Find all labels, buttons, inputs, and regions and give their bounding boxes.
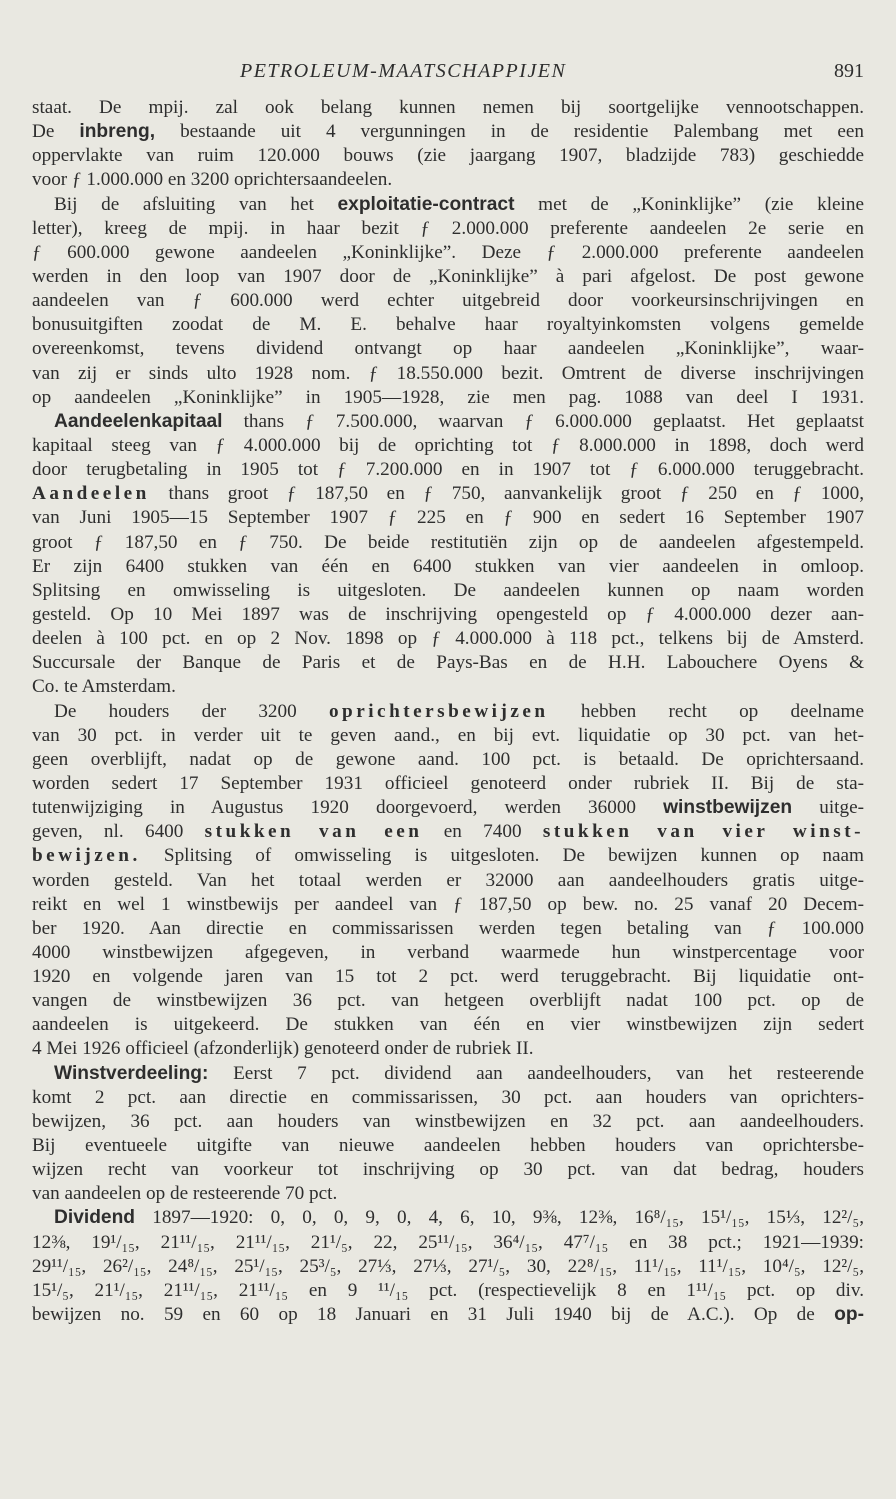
text-line (32, 724, 864, 748)
text-run: gesteld. Op 10 Mei 1897 was de inschrijving opengesteld op ƒ 4.000.000 dezer aan- (32, 603, 864, 625)
text-run: 29¹¹/₁₅, 26²/₁₅, 24⁸/₁₅, 25¹/₁₅, 25³/₅, 27⅓, 27⅓, 27¹/₅, 30, 22⁸/₁₅, 11¹/₁₅, 11¹/₁₅, 10⁴/₅, 12²/₅, (32, 1255, 864, 1277)
text-line (32, 555, 864, 579)
text-line (32, 1086, 864, 1110)
text-line (32, 651, 864, 675)
bold-term: winstbewijzen (663, 797, 793, 819)
text-run: 15¹/₅, 21¹/₁₅, 21¹¹/₁₅, 21¹¹/₁₅ en 9 ¹¹/₁₅ pct. (respectievelijk 8 en 1¹¹/₁₅ pct. op div. (32, 1279, 864, 1301)
text-run: Er zijn 6400 stukken van één en 6400 stukken van vier aandeelen in omloop. (32, 555, 864, 577)
body-text (32, 96, 864, 1327)
text-run: voor ƒ 1.000.000 en 3200 oprichtersaandeelen. (32, 169, 393, 191)
text-run: met de „Koninklijke” (zie kleine (514, 193, 864, 215)
text-run: door terugbetaling in 1905 tot ƒ 7.200.000 en in 1907 tot ƒ 6.000.000 teruggebracht. (32, 459, 864, 481)
text-run: Eerst 7 pct. dividend aan aandeelhouders, van het resteerende (208, 1062, 864, 1084)
text-line (32, 241, 864, 265)
running-title: PETROLEUM-MAATSCHAPPIJEN (240, 60, 567, 82)
text-run: ƒ 600.000 gewone aandeelen „Koninklijke”. Deze ƒ 2.000.000 preferente aandeelen (32, 241, 864, 263)
text-run: werden in den loop van 1907 door de „Koninklijke” à pari afgelost. De post gewone (32, 265, 864, 287)
text-line (32, 1062, 864, 1086)
text-run: 4 Mei 1926 officieel (afzonderlijk) genoteerd onder de rubriek II. (32, 1038, 534, 1060)
text-run: worden gesteld. Van het totaal werden er 32000 aan aandeelhouders gratis uitge- (32, 869, 864, 891)
text-line (32, 1182, 864, 1206)
text-line (32, 579, 864, 603)
text-line (32, 893, 864, 917)
text-run: 12⅜, 19¹/₁₅, 21¹¹/₁₅, 21¹¹/₁₅, 21¹/₅, 22, 25¹¹/₁₅, 36⁴/₁₅, 47⁷/₁₅ en 38 pct.; 1921—1939: (32, 1231, 864, 1253)
text-run: 4000 winstbewijzen afgegeven, in verband waarmede hun winstpercentage voor (32, 941, 864, 963)
text-run: Co. te Amsterdam. (32, 676, 176, 698)
bold-term: op- (834, 1304, 864, 1326)
text-line (32, 265, 864, 289)
text-line (32, 386, 864, 410)
text-line (32, 748, 864, 772)
text-run: oppervlakte van ruim 120.000 bouws (zie jaargang 1907, bladzijde 783) geschiedde (32, 145, 864, 167)
text-run: kapitaal steeg van ƒ 4.000.000 bij de oprichting tot ƒ 8.000.000 in 1898, doch werd (32, 434, 864, 456)
text-line (32, 362, 864, 386)
page-header (0, 60, 896, 90)
text-run: en 7400 (422, 821, 543, 843)
text-line (32, 965, 864, 989)
text-run: De (32, 121, 80, 143)
text-run: Bij de afsluiting van het (54, 193, 338, 215)
text-line (32, 1037, 864, 1061)
text-line (32, 1303, 864, 1327)
text-run: Succursale der Banque de Paris et de Pays-Bas en de H.H. Labouchere Oyens & (32, 652, 864, 674)
text-line (32, 1134, 864, 1158)
text-line (32, 1279, 864, 1303)
spaced-term: stukken van vier winst- (542, 821, 864, 843)
text-run: aandeelen is uitgekeerd. De stukken van één en vier winstbewijzen zijn sedert (32, 1014, 864, 1036)
text-line (32, 820, 864, 844)
text-line (32, 313, 864, 337)
text-run: bewijzen, 36 pct. aan houders van winstbewijzen en 32 pct. aan aandeelhouders. (32, 1110, 864, 1132)
text-line (32, 989, 864, 1013)
text-line (32, 410, 864, 434)
text-run: hebben recht op deelname (548, 700, 864, 722)
text-line (32, 869, 864, 893)
bold-term: Aandeelenkapitaal (54, 410, 223, 432)
text-run: bonusuitgiften zoodat de M. E. behalve haar royaltyinkomsten volgens gemelde (32, 314, 864, 336)
text-run: van aandeelen op de resteerende 70 pct. (32, 1183, 338, 1205)
bold-term: Winstverdeeling: (54, 1062, 209, 1084)
spaced-term: oprichtersbewijzen (328, 700, 549, 722)
text-line (32, 772, 864, 796)
text-line (32, 796, 864, 820)
text-run: reikt en wel 1 winstbewijs per aandeel van ƒ 187,50 op bew. no. 25 vanaf 20 Decem- (32, 893, 864, 915)
text-run: overeenkomst, tevens dividend ontvangt op haar aandeelen „Koninklijke”, waar- (32, 338, 864, 360)
text-run: bestaande uit 4 vergunningen in de residentie Palembang met een (155, 121, 864, 143)
text-run: thans groot ƒ 187,50 en ƒ 750, aanvankelijk groot ƒ 250 en ƒ 1000, (149, 483, 864, 505)
text-run: vangen de winstbewijzen 36 pct. van hetgeen overblijft nadat 100 pct. op de (32, 990, 864, 1012)
text-run: op aandeelen „Koninklijke” in 1905—1928, zie men pag. 1088 van deel I 1931. (32, 386, 864, 408)
text-line (32, 168, 864, 192)
text-line (32, 120, 864, 144)
text-run: thans ƒ 7.500.000, waarvan ƒ 6.000.000 geplaatst. Het geplaatst (222, 410, 864, 432)
text-run: aandeelen van ƒ 600.000 werd echter uitgebreid door voorkeursinschrijvingen en (32, 290, 864, 312)
text-line (32, 627, 864, 651)
text-line (32, 917, 864, 941)
text-line (32, 96, 864, 120)
text-run: worden sedert 17 September 1931 officieel genoteerd onder rubriek II. Bij de sta- (32, 772, 864, 794)
text-run: tutenwijziging in Augustus 1920 doorgevoerd, werden 36000 (32, 797, 664, 819)
text-line (32, 1110, 864, 1134)
text-run: van 30 pct. in verder uit te geven aand., en bij evt. liquidatie op 30 pct. van het- (32, 724, 864, 746)
text-run: groot ƒ 187,50 en ƒ 750. De beide restitutiën zijn op de aandeelen afgestempeld. (32, 531, 864, 553)
text-run: komt 2 pct. aan directie en commissarissen, 30 pct. aan houders van oprichters- (32, 1086, 864, 1108)
bold-term: exploitatie-contract (337, 193, 515, 215)
text-line (32, 844, 864, 868)
text-run: bewijzen no. 59 en 60 op 18 Januari en 31 Juli 1940 bij de A.C.). Op de (32, 1304, 835, 1326)
text-run: Bij eventueele uitgifte van nieuwe aandeelen hebben houders van oprichtersbe- (32, 1135, 864, 1157)
spaced-term: stukken van een (204, 821, 423, 843)
text-line (32, 941, 864, 965)
text-line (32, 289, 864, 313)
text-line (32, 144, 864, 168)
text-run: staat. De mpij. zal ook belang kunnen nemen bij soortgelijke vennootschappen. (32, 97, 864, 118)
text-run: uitge- (792, 797, 864, 819)
text-line (32, 337, 864, 361)
spaced-term: bewijzen. (32, 845, 141, 867)
text-run: 1920 en volgende jaren van 15 tot 2 pct. werd teruggebracht. Bij liquidatie ont- (32, 966, 864, 988)
text-run: Splitsing of omwisseling is uitgesloten. De bewijzen kunnen op naam (140, 845, 864, 867)
text-line (32, 1158, 864, 1182)
text-line (32, 193, 864, 217)
text-run: Splitsing en omwisseling is uitgesloten. De aandeelen kunnen op naam worden (32, 579, 864, 601)
text-run: deelen à 100 pct. en op 2 Nov. 1898 op ƒ 4.000.000 à 118 pct., telkens bij de Amsterd. (32, 628, 864, 650)
text-run: geen overblijft, nadat op de gewone aand. 100 pct. is betaald. De oprichtersaand. (32, 748, 864, 770)
text-line (32, 603, 864, 627)
bold-term: Dividend (54, 1207, 136, 1229)
text-run: van zij er sinds ulto 1928 nom. ƒ 18.550.000 bezit. Omtrent de diverse inschrijvingen (32, 362, 864, 384)
text-run: geven, nl. 6400 (32, 821, 205, 843)
text-run: ber 1920. Aan directie en commissarissen werden tegen betaling van ƒ 100.000 (32, 917, 864, 939)
text-line (32, 700, 864, 724)
text-run: 1897—1920: 0, 0, 0, 9, 0, 4, 6, 10, 9⅜, 12⅜, 16⁸/₁₅, 15¹/₁₅, 15⅓, 12²/₅, (135, 1207, 864, 1229)
text-line (32, 1231, 864, 1255)
bold-term: inbreng, (79, 121, 156, 143)
text-line (32, 434, 864, 458)
text-line (32, 675, 864, 699)
text-run: letter), kreeg de mpij. in haar bezit ƒ 2.000.000 preferente aandeelen 2e serie en (32, 217, 864, 239)
text-line (32, 531, 864, 555)
text-line (32, 1255, 864, 1279)
page-number: 891 (834, 60, 864, 82)
text-line (32, 1013, 864, 1037)
text-line (32, 1206, 864, 1230)
text-line (32, 506, 864, 530)
text-line (32, 458, 864, 482)
text-line (32, 482, 864, 506)
text-run: van Juni 1905—15 September 1907 ƒ 225 en ƒ 900 en sedert 16 September 1907 (32, 507, 864, 529)
text-run: wijzen recht van voorkeur tot inschrijving op 30 pct. van dat bedrag, houders (32, 1159, 864, 1181)
spaced-term: Aandeelen (32, 483, 150, 505)
text-run: De houders der 3200 (54, 700, 329, 722)
text-line (32, 217, 864, 241)
